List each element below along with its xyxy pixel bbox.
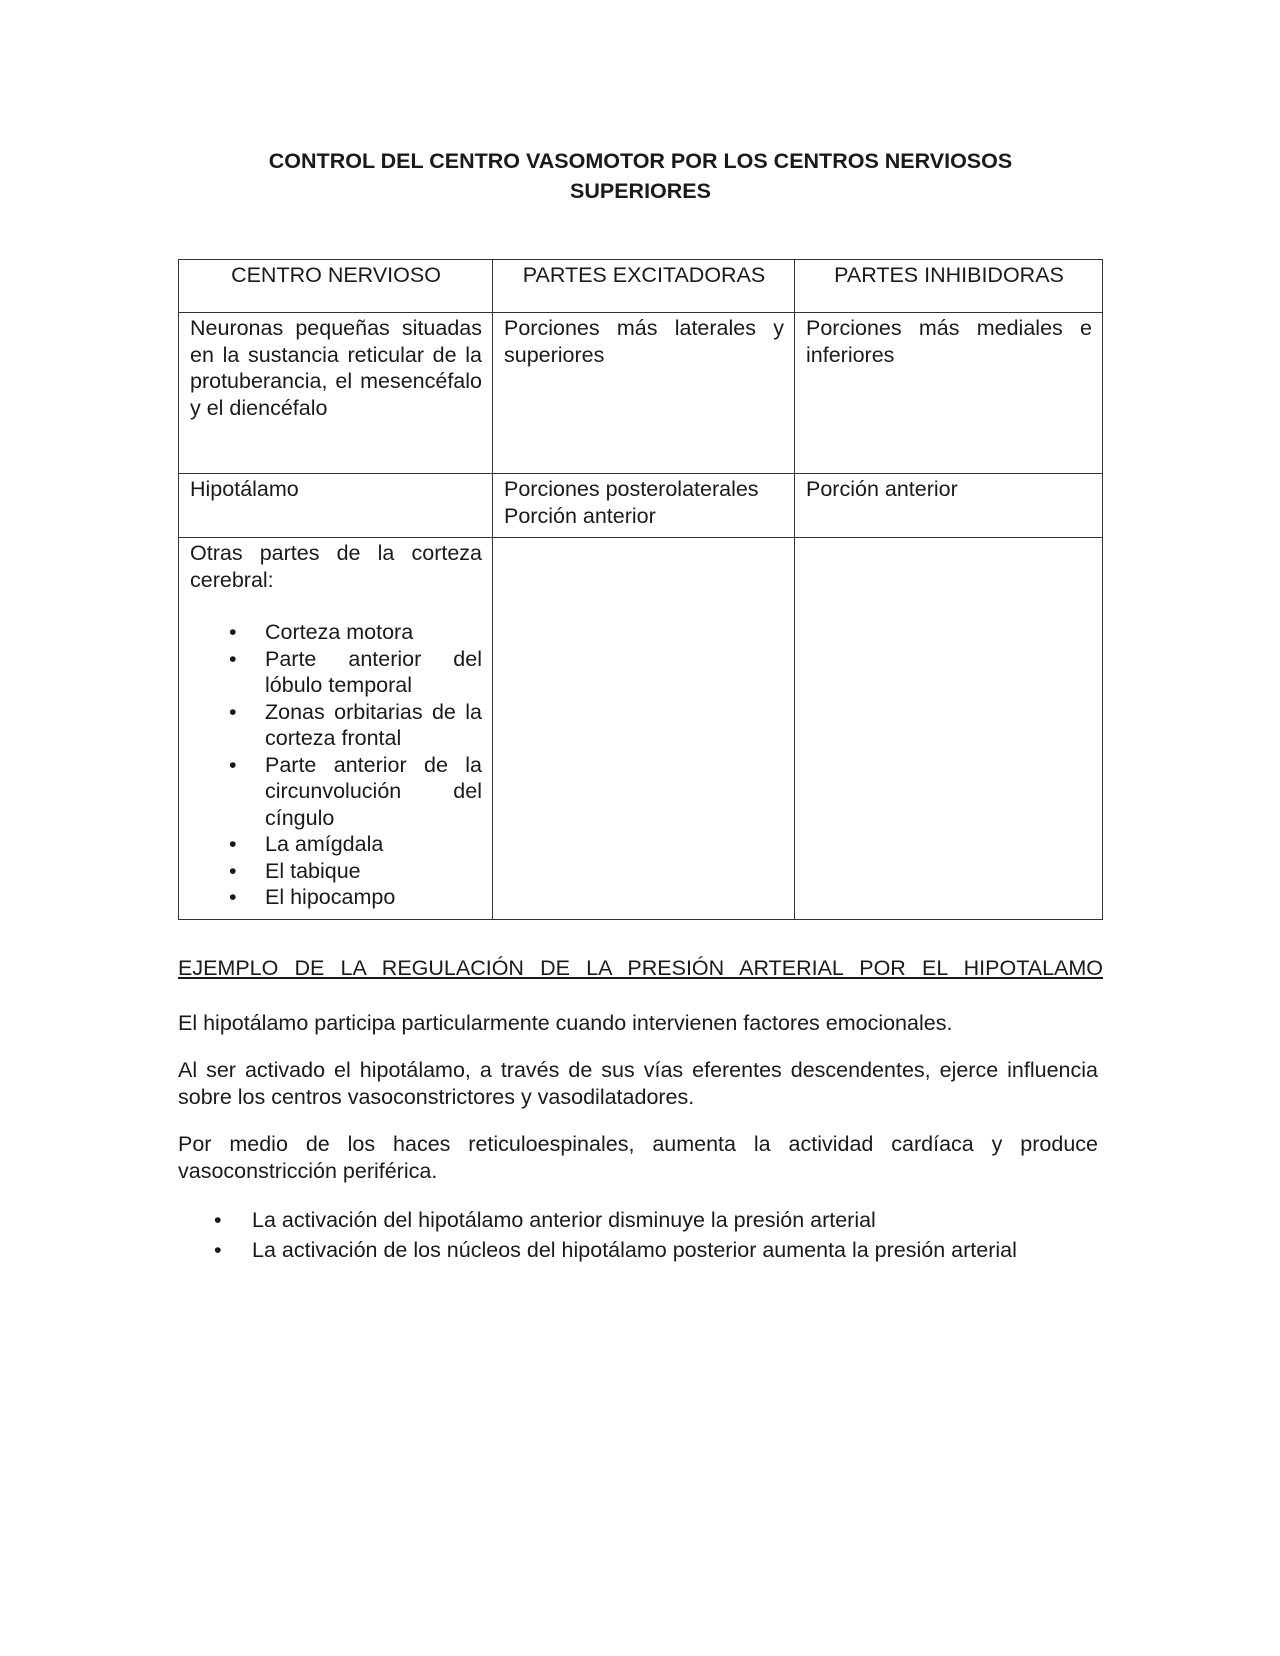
list-item: • El tabique xyxy=(265,858,482,885)
header-partes-excitadoras: PARTES EXCITADORAS xyxy=(493,260,795,313)
header-centro-nervioso: CENTRO NERVIOSO xyxy=(179,260,493,313)
title-line-1: CONTROL DEL CENTRO VASOMOTOR POR LOS CENTROS NERVIOSOS xyxy=(268,149,1013,173)
header-partes-inhibidoras: PARTES INHIBIDORAS xyxy=(795,260,1103,313)
cell-centro: Hipotálamo xyxy=(179,474,493,538)
paragraph-1: El hipotálamo participa particularmente cuando intervienen factores emocionales. xyxy=(178,1011,953,1035)
cell-excitadoras xyxy=(493,474,795,538)
cell-excitadoras: Porciones más laterales y superiores xyxy=(493,313,795,474)
paragraph-2: Al ser activado el hipotálamo, a través de sus vías eferentes descendentes, ejerce influencia sobre los centros vasoconstrictores y vasodilatadores. xyxy=(178,1058,1098,1109)
cell-excitadoras-line-2: Porción anterior xyxy=(504,503,656,528)
vasomotor-control-table xyxy=(178,259,1103,920)
table-header-row xyxy=(179,260,1103,313)
list-item: • La amígdala xyxy=(265,831,482,858)
pressure-bullets xyxy=(178,1205,1172,1265)
list-item: • Corteza motora xyxy=(265,619,482,646)
paragraph-3: Por medio de los haces reticuloespinales, aumenta la actividad cardíaca y produce vasoconstricción periférica. xyxy=(178,1132,1098,1183)
section-heading: EJEMPLO DE LA REGULACIÓN DE LA PRESIÓN ARTERIAL POR EL HIPOTALAMO xyxy=(178,956,1103,980)
list-item: • Parte anterior de la circunvolución del cíngulo xyxy=(265,752,482,832)
table-row xyxy=(179,313,1103,474)
list-item: • La activación del hipotálamo anterior disminuye la presión arterial xyxy=(252,1205,1172,1235)
cortex-areas-list xyxy=(190,619,482,911)
cell-inhibidoras: Porciones más mediales e inferiores xyxy=(795,313,1103,474)
title-line-2: SUPERIORES xyxy=(570,179,711,203)
list-item: • Parte anterior del lóbulo temporal xyxy=(265,646,482,699)
cell-centro: Neuronas pequeñas situadas en la sustancia reticular de la protuberancia, el mesencéfalo y el diencéfalo xyxy=(179,313,493,474)
table-row xyxy=(179,474,1103,538)
table-row xyxy=(179,538,1103,920)
cell-excitadoras-empty xyxy=(493,538,795,920)
page-title xyxy=(178,146,1103,206)
cell-inhibidoras-empty xyxy=(795,538,1103,920)
list-item: • La activación de los núcleos del hipotálamo posterior aumenta la presión arterial xyxy=(252,1235,1172,1265)
list-item: • El hipocampo xyxy=(265,884,482,911)
cell-centro xyxy=(179,538,493,920)
cell-inhibidoras: Porción anterior xyxy=(795,474,1103,538)
cell-excitadoras-line-1: Porciones posterolaterales xyxy=(504,477,759,501)
cell-centro-intro: Otras partes de la corteza cerebral: xyxy=(190,541,482,592)
list-item: • Zonas orbitarias de la corteza frontal xyxy=(265,699,482,752)
